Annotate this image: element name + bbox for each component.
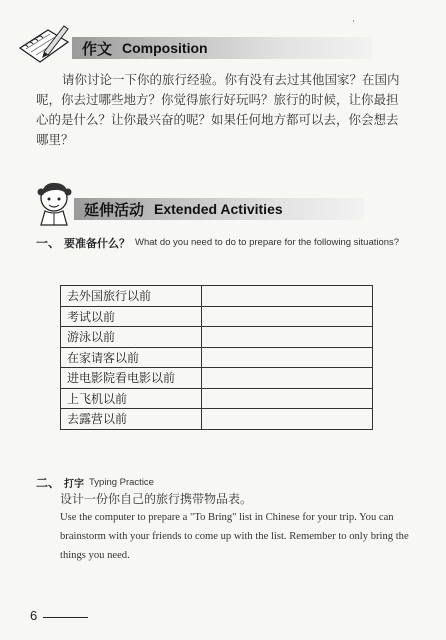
- answer-cell[interactable]: [202, 306, 373, 327]
- situation-cell: 考试以前: [61, 306, 202, 327]
- situation-cell: 进电影院看电影以前: [61, 368, 202, 389]
- extended-banner: [74, 198, 364, 220]
- answer-cell[interactable]: [202, 286, 373, 307]
- composition-banner: [72, 37, 372, 59]
- situation-cell: 去外国旅行以前: [61, 286, 202, 307]
- table-row: [61, 306, 373, 327]
- extended-title-en: Extended Activities: [154, 201, 283, 217]
- question-1-title-en: What do you need to do to prepare for the following situations?: [135, 237, 400, 248]
- table-row: [61, 409, 373, 430]
- tick-mark-icon: ’: [352, 20, 355, 30]
- question-1-title-zh: 要准备什么？: [64, 236, 131, 250]
- composition-title-zh: 作文: [82, 39, 113, 58]
- student-cartoon-icon: [32, 180, 78, 228]
- answer-cell[interactable]: [202, 409, 373, 430]
- table-row: [61, 388, 373, 409]
- table-row: [61, 368, 373, 389]
- composition-title-en: Composition: [122, 40, 208, 56]
- answer-cell[interactable]: [202, 368, 373, 389]
- question-2-instruction-zh: 设计一份你自己的旅行携带物品表。: [60, 492, 253, 506]
- situation-cell: 游泳以前: [61, 327, 202, 348]
- question-2-heading: [36, 474, 154, 491]
- question-1-heading: [36, 234, 399, 251]
- footer-rule: [43, 617, 88, 618]
- situation-cell: 在家请客以前: [61, 347, 202, 368]
- situation-cell: 去露营以前: [61, 409, 202, 430]
- answer-cell[interactable]: [202, 327, 373, 348]
- table-row: [61, 347, 373, 368]
- answer-cell[interactable]: [202, 347, 373, 368]
- page-number: 6: [30, 608, 38, 623]
- table-row: [61, 327, 373, 348]
- question-2-title-en: Typing Practice: [89, 477, 154, 488]
- situation-cell: 上飞机以前: [61, 388, 202, 409]
- notepad-pencil-icon: [14, 22, 72, 66]
- question-1-number: 一、: [36, 236, 61, 250]
- extended-title-zh: 延伸活动: [84, 200, 145, 219]
- question-2-instruction-en: Use the computer to prepare a "To Bring" list in Chinese for your trip. You can brainstorm with your friends to come up with the list. Remember to only bring the things you need.: [60, 512, 409, 561]
- answer-cell[interactable]: [202, 388, 373, 409]
- preparation-table: [60, 285, 373, 430]
- question-2-title-zh: 打字: [64, 479, 85, 490]
- question-2-number: 二、: [36, 476, 61, 490]
- composition-paragraph: 请你讨论一下你的旅行经验。你有没有去过其他国家？在国内呢，你去过哪些地方？你觉得旅行好玩吗？旅行的时候，让你最担心的是什么？让你最兴奋的呢？如果任何地方都可以去，你会想去哪里？: [36, 72, 400, 147]
- table-row: [61, 286, 373, 307]
